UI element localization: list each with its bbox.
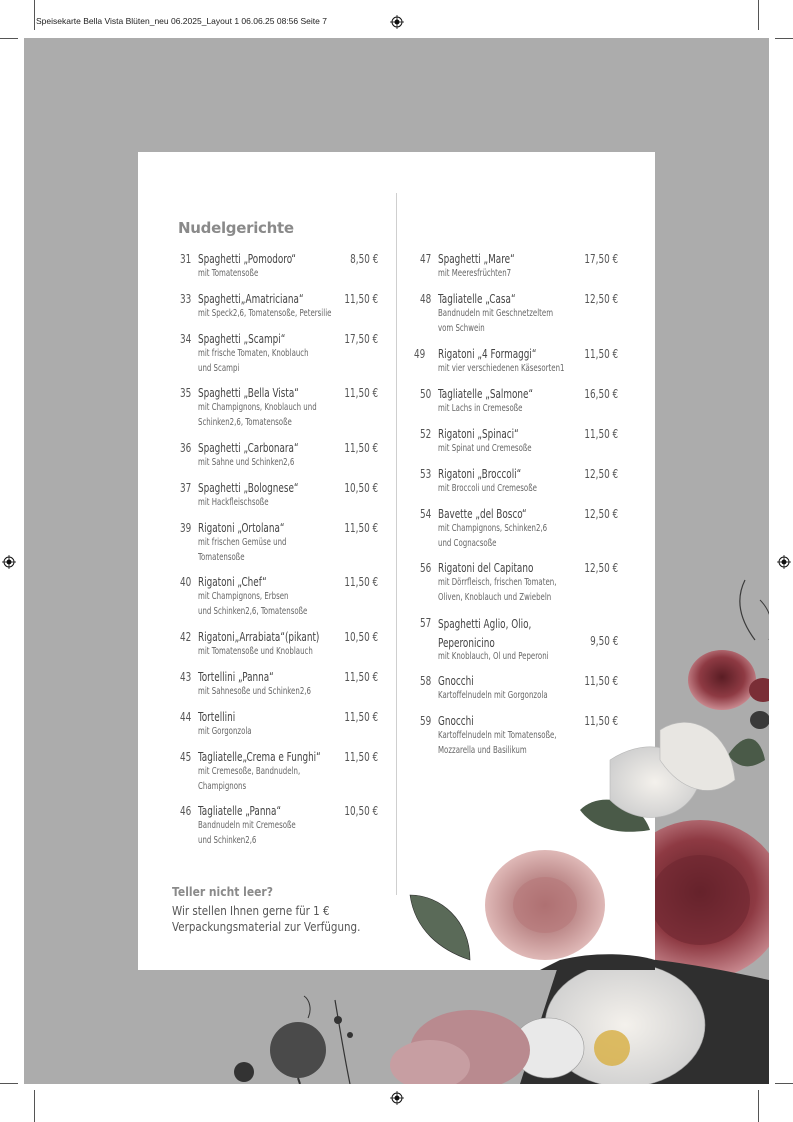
item-name: Rigatoni „Spinaci“ [438, 427, 519, 441]
section-title: Nudelgerichte [178, 219, 294, 237]
item-price: 12,50 € [584, 507, 618, 521]
item-name: Gnocchi [438, 714, 474, 728]
item-price: 12,50 € [584, 561, 618, 575]
item-name: Spaghetti „Mare“ [438, 252, 515, 266]
item-price: 17,50 € [344, 332, 378, 346]
item-description: Bandnudeln mit Geschnetzeltem vom Schwein [438, 308, 554, 334]
item-number: 56 [420, 561, 432, 575]
item-price: 12,50 € [584, 467, 618, 481]
item-number: 52 [420, 427, 432, 441]
column-divider [396, 193, 397, 895]
item-description: mit Champignons, Erbsen und Schinken2,6, Tomatensoße [198, 591, 308, 617]
item-name: Gnocchi [438, 674, 474, 688]
item-description: mit Speck2,6, Tomatensoße, Petersilie [198, 308, 332, 319]
item-number: 49 [414, 347, 426, 361]
registration-mark-icon [2, 555, 16, 569]
item-number: 35 [180, 386, 192, 400]
item-name: Rigatoni„Arrabiata“(pikant) [198, 630, 320, 644]
item-name: Tagliatelle„Crema e Funghi“ [198, 750, 321, 764]
item-name: Tagliatelle „Salmone“ [438, 387, 534, 401]
note-heading: Teller nicht leer? [172, 884, 273, 899]
item-description: Kartoffelnudeln mit Gorgonzola [438, 690, 548, 701]
item-number: 31 [180, 252, 192, 266]
registration-mark-icon [390, 1091, 404, 1105]
crop-mark [0, 38, 18, 39]
item-price: 9,50 € [589, 634, 618, 648]
item-number: 37 [180, 481, 192, 495]
item-name: Spaghetti „Bella Vista“ [198, 386, 299, 400]
item-price: 11,50 € [344, 575, 378, 589]
crop-mark [775, 38, 793, 39]
item-price: 17,50 € [584, 252, 618, 266]
print-slug: Speisekarte Bella Vista Blüten_neu 06.2025_Layout 1 06.06.25 08:56 Seite 7 [36, 16, 327, 26]
item-price: 11,50 € [584, 674, 618, 688]
item-price: 16,50 € [584, 387, 618, 401]
item-description: mit Broccoli und Cremesoße [438, 483, 537, 494]
item-number: 47 [420, 252, 432, 266]
item-price: 11,50 € [344, 750, 378, 764]
registration-mark-icon [390, 15, 404, 29]
note-body: Wir stellen Ihnen gerne für 1 € Verpackungsmaterial zur Verfügung. [172, 904, 361, 934]
item-price: 12,50 € [584, 292, 618, 306]
crop-mark [34, 1090, 35, 1122]
item-name: Spaghetti „Pomodoro“ [198, 252, 296, 266]
crop-mark [758, 0, 759, 30]
item-name: Tagliatelle „Casa“ [438, 292, 516, 306]
item-name: Tortellini [198, 710, 236, 724]
item-name: Rigatoni del Capitano [438, 561, 534, 575]
item-price: 11,50 € [584, 427, 618, 441]
item-description: mit Champignons, Knoblauch und Schinken2,6, Tomatensoße [198, 402, 317, 428]
crop-mark [34, 0, 35, 30]
item-description: mit Lachs in Cremesoße [438, 403, 523, 414]
item-number: 57 [420, 616, 432, 630]
crop-mark [0, 1083, 18, 1084]
item-price: 11,50 € [344, 386, 378, 400]
item-number: 39 [180, 521, 192, 535]
item-description: mit Sahne und Schinken2,6 [198, 457, 295, 468]
item-number: 53 [420, 467, 432, 481]
crop-mark [775, 1083, 793, 1084]
item-number: 33 [180, 292, 192, 306]
item-name: Bavette „del Bosco“ [438, 507, 527, 521]
item-number: 46 [180, 804, 192, 818]
item-name: Rigatoni „Chef“ [198, 575, 267, 589]
item-price: 8,50 € [349, 252, 378, 266]
item-name: Tagliatelle „Panna“ [198, 804, 282, 818]
registration-mark-icon [777, 555, 791, 569]
item-description: mit Sahnesoße und Schinken2,6 [198, 686, 311, 697]
item-description: mit Dörrfleisch, frischen Tomaten, Oliven, Knoblauch und Zwiebeln [438, 577, 557, 603]
item-description: mit Gorgonzola [198, 726, 252, 737]
item-description: Bandnudeln mit Cremesoße und Schinken2,6 [198, 820, 296, 846]
item-name: Spaghetti „Bolognese“ [198, 481, 299, 495]
item-price: 11,50 € [344, 670, 378, 684]
item-description: mit frische Tomaten, Knoblauch und Scampi [198, 348, 309, 374]
item-description: mit Hackfleischsoße [198, 497, 269, 508]
item-price: 11,50 € [344, 292, 378, 306]
item-number: 40 [180, 575, 192, 589]
item-number: 42 [180, 630, 192, 644]
item-name: Rigatoni „Ortolana“ [198, 521, 285, 535]
item-description: mit Tomatensoße und Knoblauch [198, 646, 313, 657]
item-price: 11,50 € [344, 710, 378, 724]
item-description: mit frischen Gemüse und Tomatensoße [198, 537, 287, 563]
item-price: 11,50 € [344, 521, 378, 535]
item-price: 11,50 € [584, 347, 618, 361]
item-name: Spaghetti Aglio, Olio, Peperonicino [438, 617, 532, 650]
item-price: 10,50 € [344, 630, 378, 644]
item-price: 10,50 € [344, 804, 378, 818]
item-number: 59 [420, 714, 432, 728]
item-name: Rigatoni „4 Formaggi“ [438, 347, 537, 361]
item-number: 48 [420, 292, 432, 306]
item-name: Spaghetti„Amatriciana“ [198, 292, 304, 306]
item-number: 43 [180, 670, 192, 684]
item-number: 54 [420, 507, 432, 521]
item-number: 50 [420, 387, 432, 401]
item-number: 58 [420, 674, 432, 688]
item-description: mit vier verschiedenen Käsesorten1 [438, 363, 565, 374]
item-description: mit Knoblauch, Öl und Peperoni [438, 651, 549, 662]
item-price: 11,50 € [344, 441, 378, 455]
item-description: mit Tomatensoße [198, 268, 259, 279]
item-number: 36 [180, 441, 192, 455]
crop-mark [758, 1090, 759, 1122]
item-name: Spaghetti „Carbonara“ [198, 441, 299, 455]
item-name: Tortellini „Panna“ [198, 670, 274, 684]
item-description: mit Champignons, Schinken2,6 und Cognacsoße [438, 523, 548, 549]
item-price: 11,50 € [584, 714, 618, 728]
item-number: 34 [180, 332, 192, 346]
item-description: Kartoffelnudeln mit Tomatensoße, Mozzarella und Basilikum [438, 730, 557, 756]
item-number: 44 [180, 710, 192, 724]
item-name: Spaghetti „Scampi“ [198, 332, 286, 346]
item-description: mit Spinat und Cremesoße [438, 443, 532, 454]
item-description: mit Meeresfrüchten7 [438, 268, 512, 279]
item-number: 45 [180, 750, 192, 764]
item-name: Rigatoni „Broccoli“ [438, 467, 522, 481]
item-price: 10,50 € [344, 481, 378, 495]
item-description: mit Cremesoße, Bandnudeln, Champignons [198, 766, 301, 792]
